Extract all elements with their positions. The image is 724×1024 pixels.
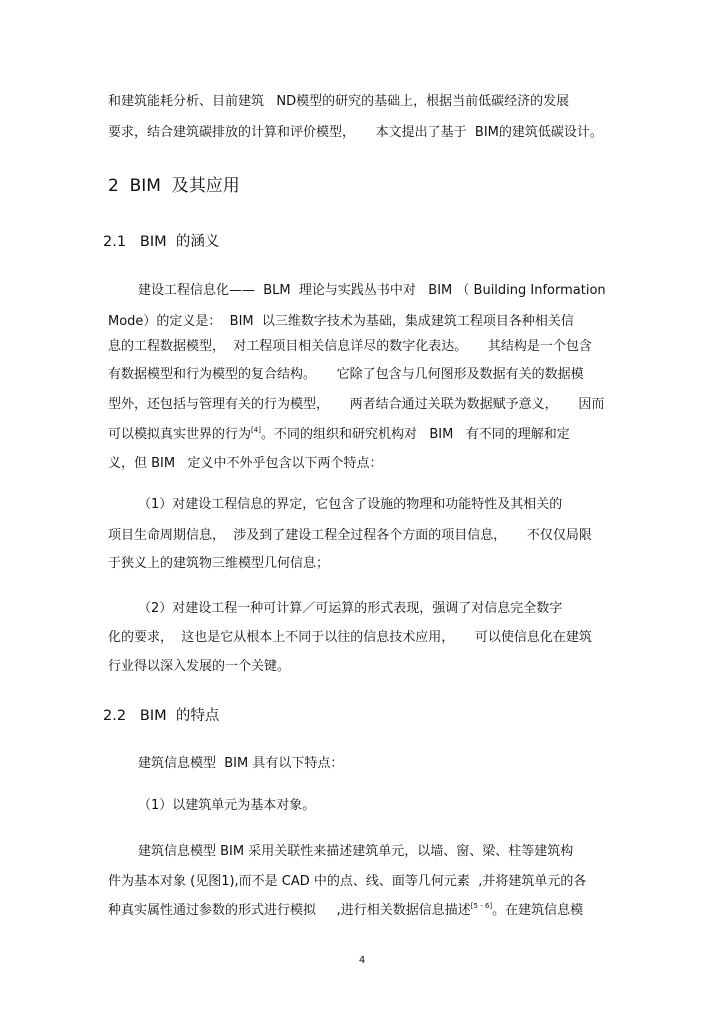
s22-p1: 建筑信息模型 BIM 具有以下特点： (138, 756, 344, 771)
citation-5-6: [5 - 6] (470, 902, 493, 910)
s21-p2-line-1: （1）对建设工程信息的界定，它包含了设施的物理和功能特性及其相关的 (138, 497, 563, 512)
s22-p3-line-3 (108, 902, 583, 920)
s22-p2: （1）以建筑单元为基本对象。 (138, 798, 316, 813)
s21-p2-line-2: 项目生命周期信息， 涉及到了建设工程全过程各个方面的项目信息， 不仅仅局限 (108, 528, 592, 543)
s21-p1-line-7: 义，但 BIM 定义中不外乎包含以下两个特点： (108, 456, 383, 471)
s21-p1-line-3: 息的工程数据模型， 对工程项目相关信息详尽的数字化表达。 其结构是一个包含 (108, 339, 592, 354)
section-2-heading: 2 BIM 及其应用 (108, 176, 240, 196)
s21-p3-line-1: （2）对建设工程一种可计算／可运算的形式表现，强调了对信息完全数字 (138, 601, 563, 616)
s21-p1-line-5: 型外，还包括与管理有关的行为模型， 两者结合通过关联为数据赋予意义， 因而 (108, 397, 605, 412)
s21-p1-line-1: 建设工程信息化—— BLM 理论与实践丛书中对 BIM （ Building Information (138, 283, 606, 298)
citation-4: [4] (251, 426, 261, 434)
intro-line-2: 要求，结合建筑碳排放的计算和评价模型， 本文提出了基于 BIM的建筑低碳设计。 (108, 125, 603, 140)
s21-p1-line-6-text-b: 。不同的组织和研究机构对 BIM 有不同的理解和定 (260, 427, 570, 442)
s22-p3-line-3-text-a: 种真实属性通过参数的形式进行模拟 ,进行相关数据信息描述 (108, 903, 471, 918)
s21-p3-line-2: 化的要求， 这也是它从根本上不同于以往的信息技术应用， 可以使信息化在建筑 (108, 630, 592, 645)
s22-p3-line-3-text-b: 。在建筑信息模 (492, 903, 584, 918)
s21-p2-line-3: 于狭义上的建筑物三维模型几何信息； (108, 556, 330, 571)
s21-p1-line-2: Mode）的定义是： BIM 以三维数字技术为基础，集成建筑工程项目各种相关信 (108, 314, 574, 329)
s21-p3-line-3: 行业得以深入发展的一个关键。 (108, 659, 291, 674)
intro-line-1: 和建筑能耗分析、目前建筑 ND模型的研究的基础上，根据当前低碳经济的发展 (108, 94, 570, 109)
s22-p3-line-2: 件为基本对象 (见图1),而不是 CAD 中的点、线、面等几何元素 ,并将建筑单元的各 (108, 874, 587, 889)
section-2-2-heading: 2.2 BIM 的特点 (103, 708, 220, 724)
section-2-1-heading: 2.1 BIM 的涵义 (103, 234, 220, 250)
s21-p1-line-6-text-a: 可以模拟真实世界的行为 (108, 427, 252, 442)
s21-p1-line-6 (108, 426, 570, 444)
page-number: 4 (358, 955, 366, 966)
s21-p1-line-4: 有数据模型和行为模型的复合结构。 它除了包含与几何图形及数据有关的数据模 (108, 367, 584, 382)
s22-p3-line-1: 建筑信息模型 BIM 采用关联性来描述建筑单元，以墙、窗、梁、柱等建筑构 (138, 844, 574, 859)
